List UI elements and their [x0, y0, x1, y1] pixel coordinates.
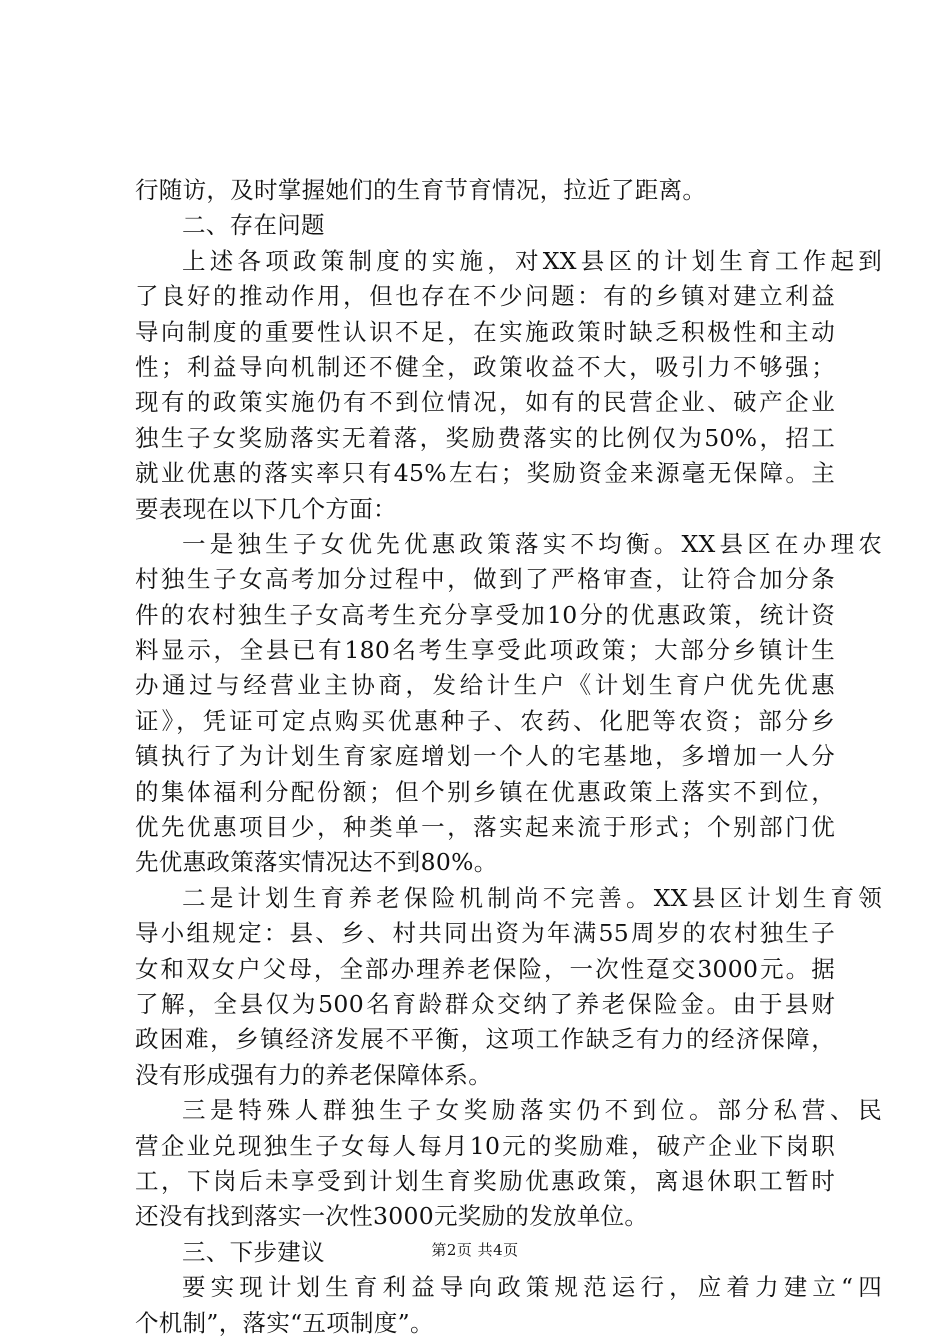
- text-line: 独生子女奖励落实无着落，奖励费落实的比例仅为50%，招工: [135, 423, 835, 452]
- text-line: 现有的政策实施仍有不到位情况，如有的民营企业、破产企业: [135, 388, 835, 417]
- text-line: 导向制度的重要性认识不足，在实施政策时缺乏积极性和主动: [135, 317, 835, 346]
- document-body: [135, 173, 882, 1341]
- text-line: 优先优惠项目少，种类单一，落实起来流于形式；个别部门优: [135, 813, 835, 842]
- text-line: 镇执行了为计划生育家庭增划一个人的宅基地，多增加一人分: [135, 742, 835, 771]
- text-line: 一是独生子女优先优惠政策落实不均衡。XX县区在办理农: [182, 529, 882, 558]
- text-line: 没有形成强有力的养老保障体系。: [135, 1060, 492, 1089]
- text-line: 工，下岗后未享受到计划生育奖励优惠政策，离退休职工暂时: [135, 1166, 835, 1195]
- text-line: 三是特殊人群独生子女奖励落实仍不到位。部分私营、民: [182, 1096, 882, 1125]
- text-line: 还没有找到落实一次性3000元奖励的发放单位。: [135, 1202, 649, 1231]
- text-line: 件的农村独生子女高考生充分享受加10分的优惠政策，统计资: [135, 600, 835, 629]
- text-line: 上述各项政策制度的实施，对XX县区的计划生育工作起到: [182, 246, 882, 275]
- section-heading: 二、存在问题: [182, 211, 325, 240]
- text-line: 性；利益导向机制还不健全，政策收益不大，吸引力不够强；: [135, 352, 835, 381]
- text-line: 女和双女户父母，全部办理养老保险，一次性趸交3000元。据: [135, 954, 835, 983]
- text-line: 行随访，及时掌握她们的生育节育情况，拉近了距离。: [135, 176, 707, 204]
- text-line: 证》，凭证可定点购买优惠种子、农药、化肥等农资；部分乡: [135, 706, 835, 735]
- text-line: 先优惠政策落实情况达不到80%。: [135, 848, 498, 877]
- text-line: 料显示，全县已有180名考生享受此项政策；大部分乡镇计生: [135, 636, 835, 665]
- text-line: 个机制”，落实“五项制度”。: [135, 1308, 434, 1337]
- text-line: 了解，全县仅为500名育龄群众交纳了养老保险金。由于县财: [135, 989, 835, 1018]
- text-line: 办通过与经营业主协商，发给计生户《计划生育户优先优惠: [135, 671, 835, 700]
- text-line: 政困难，乡镇经济发展不平衡，这项工作缺乏有力的经济保障，: [135, 1025, 835, 1054]
- text-line: 的集体福利分配份额；但个别乡镇在优惠政策上落实不到位，: [135, 777, 835, 806]
- text-line: 就业优惠的落实率只有45%左右；奖励资金来源毫无保障。主: [135, 459, 835, 488]
- section-heading: 三、下步建议: [182, 1237, 325, 1266]
- text-line: 要实现计划生育利益导向政策规范运行，应着力建立“四: [182, 1273, 882, 1302]
- text-line: 了良好的推动作用，但也存在不少问题：有的乡镇对建立利益: [135, 282, 835, 311]
- text-line: 二是计划生育养老保险机制尚不完善。XX县区计划生育领: [182, 883, 882, 912]
- page-number-footer: 第2页 共4页: [431, 1241, 519, 1259]
- text-line: 村独生子女高考加分过程中，做到了严格审查，让符合加分条: [135, 565, 835, 594]
- text-line: 要表现在以下几个方面：: [135, 494, 397, 523]
- text-line: 导小组规定：县、乡、村共同出资为年满55周岁的农村独生子: [135, 919, 835, 948]
- text-line: 营企业兑现独生子女每人每月10元的奖励难，破产企业下岗职: [135, 1131, 835, 1160]
